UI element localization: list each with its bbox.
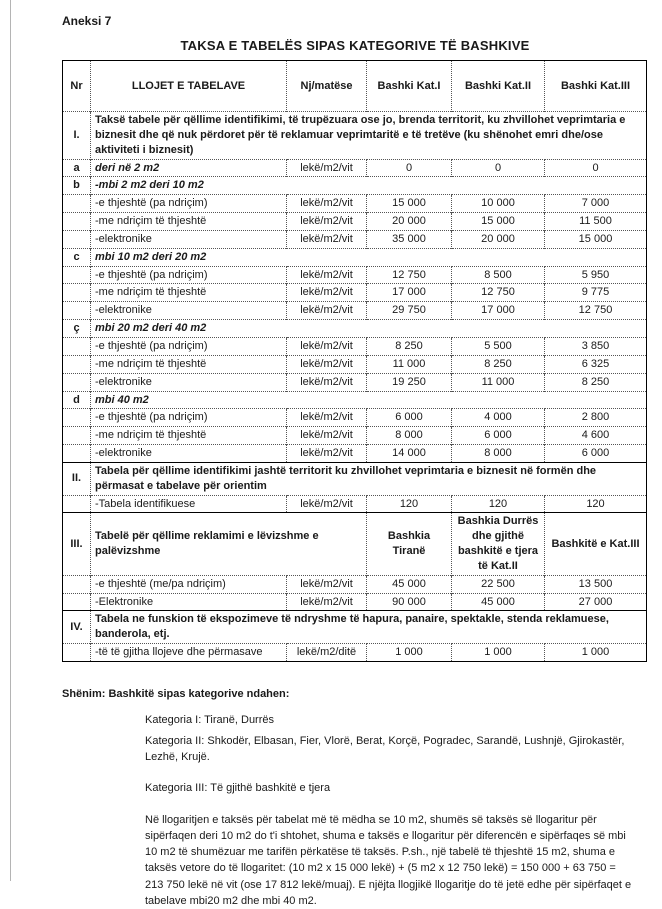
value-cell: 20 000 (367, 213, 452, 231)
value-cell: 12 750 (452, 284, 545, 302)
value-cell: 8 250 (452, 355, 545, 373)
value-cell: 10 000 (452, 195, 545, 213)
row-number: I. (63, 112, 91, 160)
column-subheader: Bashkitë e Kat.III (545, 513, 647, 575)
row-number (63, 302, 91, 320)
value-cell: 4 600 (545, 427, 647, 445)
category-2: Kategoria II: Shkodër, Elbasan, Fier, Vlorë, Berat, Korçë, Pogradec, Sarandë, Lushnjë, Gjirokastër, Lezhë, Krujë. (145, 734, 625, 763)
section-description: Taksë tabele për qëllime identifikimi, të trupëzuara ose jo, brenda territorit, ku zhvillohet veprimtaria e biznesit dhe që nuk përdoret për të reklamuar veprimtaritë e të tretëve (ku shënohet emri dhe/ose aktiviteti i biznesit) (91, 112, 647, 160)
table-row (63, 355, 647, 373)
row-label: mbi 10 m2 deri 20 m2 (91, 248, 647, 266)
col-header-types: LLOJET E TABELAVE (91, 61, 287, 112)
unit-cell: lekë/m2/vit (287, 593, 367, 611)
table-row (63, 462, 647, 495)
unit-cell: lekë/m2/vit (287, 495, 367, 513)
calculation-note: Në llogaritjen e taksës për tabelat më të mëdha se 10 m2, shumës së taksës së llogaritur për sipërfaqen deri 10 m2 do t'i shtohet, shuma e taksës e llogaritur për diferencën e sipërfaqes së mbi 10 m2 të shumëzuar me tarifën përkatëse të taksës. P.sh., një tabelë të thjeshtë 15 m2, shuma e taksës vetore do të llogaritet: (10 m2 x 15 000 lekë) + (5 m2 x 12 750 lekë) = 150 000 + 63 750 = 213 750 lekë në vit (ose 17 812 lekë/muaj). E njëjta llogjikë llogaritje do të jetë edhe për sipërfaqet e tabelave mbi20 m2 dhe mbi 40 m2. (145, 814, 632, 907)
row-number (63, 195, 91, 213)
page-edge (10, 0, 11, 881)
value-cell: 14 000 (367, 445, 452, 463)
row-label: -mbi 2 m2 deri 10 m2 (91, 177, 647, 195)
value-cell: 11 000 (367, 355, 452, 373)
value-cell: 120 (545, 495, 647, 513)
value-cell: 6 000 (545, 445, 647, 463)
value-cell: 15 000 (452, 213, 545, 231)
value-cell: 120 (367, 495, 452, 513)
table-row (63, 644, 647, 662)
row-number: b (63, 177, 91, 195)
value-cell: 1 000 (367, 644, 452, 662)
row-label: -Elektronike (91, 593, 287, 611)
unit-cell: lekë/m2/vit (287, 337, 367, 355)
table-row (63, 337, 647, 355)
row-number (63, 575, 91, 593)
value-cell: 6 000 (452, 427, 545, 445)
unit-cell: lekë/m2/vit (287, 213, 367, 231)
row-number (63, 355, 91, 373)
table-row (63, 177, 647, 195)
row-number (63, 409, 91, 427)
table-row (63, 195, 647, 213)
row-number: a (63, 159, 91, 177)
category-list (145, 712, 648, 796)
row-label: -e thjeshtë (me/pa ndriçim) (91, 575, 287, 593)
row-label: -e thjeshtë (pa ndriçim) (91, 337, 287, 355)
row-number (63, 373, 91, 391)
row-number (63, 230, 91, 248)
table-row (63, 427, 647, 445)
value-cell: 1 000 (452, 644, 545, 662)
col-header-unit: Nj/matëse (287, 61, 367, 112)
row-label: -e thjeshtë (pa ndriçim) (91, 409, 287, 427)
value-cell: 15 000 (367, 195, 452, 213)
row-number (63, 644, 91, 662)
value-cell: 7 000 (545, 195, 647, 213)
table-header-row (63, 61, 647, 112)
row-label: -me ndriçim të thjeshtë (91, 284, 287, 302)
row-label: -e thjeshtë (pa ndriçim) (91, 195, 287, 213)
value-cell: 0 (545, 159, 647, 177)
value-cell: 8 000 (452, 445, 545, 463)
unit-cell: lekë/m2/ditë (287, 644, 367, 662)
value-cell: 1 000 (545, 644, 647, 662)
value-cell: 5 500 (452, 337, 545, 355)
table-row (63, 112, 647, 160)
value-cell: 8 250 (545, 373, 647, 391)
value-cell: 11 000 (452, 373, 545, 391)
table-row (63, 266, 647, 284)
unit-cell: lekë/m2/vit (287, 159, 367, 177)
row-number (63, 593, 91, 611)
row-label: mbi 20 m2 deri 40 m2 (91, 320, 647, 338)
value-cell: 120 (452, 495, 545, 513)
row-label: -të të gjitha llojeve dhe përmasave (91, 644, 287, 662)
row-number (63, 337, 91, 355)
column-subheader: Bashkia Durrës dhe gjithë bashkitë e tjera të Kat.II (452, 513, 545, 575)
table-row (63, 593, 647, 611)
value-cell: 4 000 (452, 409, 545, 427)
value-cell: 29 750 (367, 302, 452, 320)
col-header-nr: Nr (70, 79, 83, 92)
table-row (63, 575, 647, 593)
row-number: III. (63, 513, 91, 575)
row-label: deri në 2 m2 (91, 159, 287, 177)
row-number: IV. (63, 611, 91, 644)
row-label: -me ndriçim të thjeshtë (91, 213, 287, 231)
table-row (63, 409, 647, 427)
row-label: -e thjeshtë (pa ndriçim) (91, 266, 287, 284)
row-label: -me ndriçim të thjeshtë (91, 427, 287, 445)
section-description: Tabela për qëllime identifikimi jashtë territorit ku zhvillohet veprimtaria e biznesit në formën dhe përmasat e tabelave për orientim (91, 462, 647, 495)
unit-cell: lekë/m2/vit (287, 445, 367, 463)
row-number: c (63, 248, 91, 266)
value-cell: 45 000 (452, 593, 545, 611)
table-row (63, 320, 647, 338)
tax-table (62, 60, 647, 662)
value-cell: 90 000 (367, 593, 452, 611)
unit-cell: lekë/m2/vit (287, 302, 367, 320)
value-cell: 2 800 (545, 409, 647, 427)
row-label: -elektronike (91, 302, 287, 320)
table-row (63, 373, 647, 391)
value-cell: 19 250 (367, 373, 452, 391)
row-number (63, 284, 91, 302)
value-cell: 12 750 (545, 302, 647, 320)
value-cell: 6 325 (545, 355, 647, 373)
table-row (63, 302, 647, 320)
row-label: -elektronike (91, 373, 287, 391)
row-number (63, 427, 91, 445)
tax-table-body (63, 112, 647, 662)
unit-cell: lekë/m2/vit (287, 355, 367, 373)
value-cell: 8 500 (452, 266, 545, 284)
row-number (63, 445, 91, 463)
section-description: Tabela ne funskion të ekspozimeve të ndryshme të hapura, panaire, spektakle, stenda reklamuese, banderola, etj. (91, 611, 647, 644)
unit-cell: lekë/m2/vit (287, 575, 367, 593)
col-header-cat3: Bashki Kat.III (545, 61, 647, 112)
unit-cell: lekë/m2/vit (287, 266, 367, 284)
row-number (63, 266, 91, 284)
value-cell: 17 000 (452, 302, 545, 320)
unit-cell: lekë/m2/vit (287, 373, 367, 391)
col-header-cat1: Bashki Kat.I (367, 61, 452, 112)
value-cell: 22 500 (452, 575, 545, 593)
value-cell: 5 950 (545, 266, 647, 284)
value-cell: 15 000 (545, 230, 647, 248)
row-label: -elektronike (91, 230, 287, 248)
category-1: Kategoria I: Tiranë, Durrës (145, 714, 275, 726)
table-row (63, 284, 647, 302)
value-cell: 20 000 (452, 230, 545, 248)
value-cell: 6 000 (367, 409, 452, 427)
row-label: mbi 40 m2 (91, 391, 647, 409)
unit-cell: lekë/m2/vit (287, 427, 367, 445)
table-row (63, 230, 647, 248)
unit-cell: lekë/m2/vit (287, 409, 367, 427)
value-cell: 35 000 (367, 230, 452, 248)
table-row (63, 611, 647, 644)
value-cell: 12 750 (367, 266, 452, 284)
value-cell: 11 500 (545, 213, 647, 231)
value-cell: 27 000 (545, 593, 647, 611)
row-number: II. (63, 462, 91, 495)
table-row (63, 213, 647, 231)
table-row (63, 248, 647, 266)
row-number: d (63, 391, 91, 409)
value-cell: 8 250 (367, 337, 452, 355)
row-label: -elektronike (91, 445, 287, 463)
notes-section (62, 688, 648, 909)
row-label: -me ndriçim të thjeshtë (91, 355, 287, 373)
table-row (63, 159, 647, 177)
value-cell: 9 775 (545, 284, 647, 302)
note-heading: Shënim: Bashkitë sipas kategorive ndahen: (62, 688, 290, 700)
value-cell: 17 000 (367, 284, 452, 302)
row-number (63, 495, 91, 513)
value-cell: 8 000 (367, 427, 452, 445)
col-header-cat2: Bashki Kat.II (452, 61, 545, 112)
document-title: TAKSA E TABELËS SIPAS KATEGORIVE TË BASHKIVE (180, 38, 530, 53)
section-description: Tabelë për qëllime reklamimi e lëvizshme e palëvizshme (91, 513, 367, 575)
column-subheader: Bashkia Tiranë (367, 513, 452, 575)
row-number (63, 213, 91, 231)
table-row (63, 445, 647, 463)
table-row (63, 391, 647, 409)
unit-cell: lekë/m2/vit (287, 284, 367, 302)
row-number: ç (63, 320, 91, 338)
value-cell: 45 000 (367, 575, 452, 593)
row-label: -Tabela identifikuese (91, 495, 287, 513)
table-row (63, 513, 647, 575)
value-cell: 13 500 (545, 575, 647, 593)
value-cell: 0 (367, 159, 452, 177)
annex-label: Aneksi 7 (62, 14, 112, 28)
unit-cell: lekë/m2/vit (287, 195, 367, 213)
value-cell: 3 850 (545, 337, 647, 355)
value-cell: 0 (452, 159, 545, 177)
unit-cell: lekë/m2/vit (287, 230, 367, 248)
table-row (63, 495, 647, 513)
category-3: Kategoria III: Të gjithë bashkitë e tjera (145, 781, 331, 794)
